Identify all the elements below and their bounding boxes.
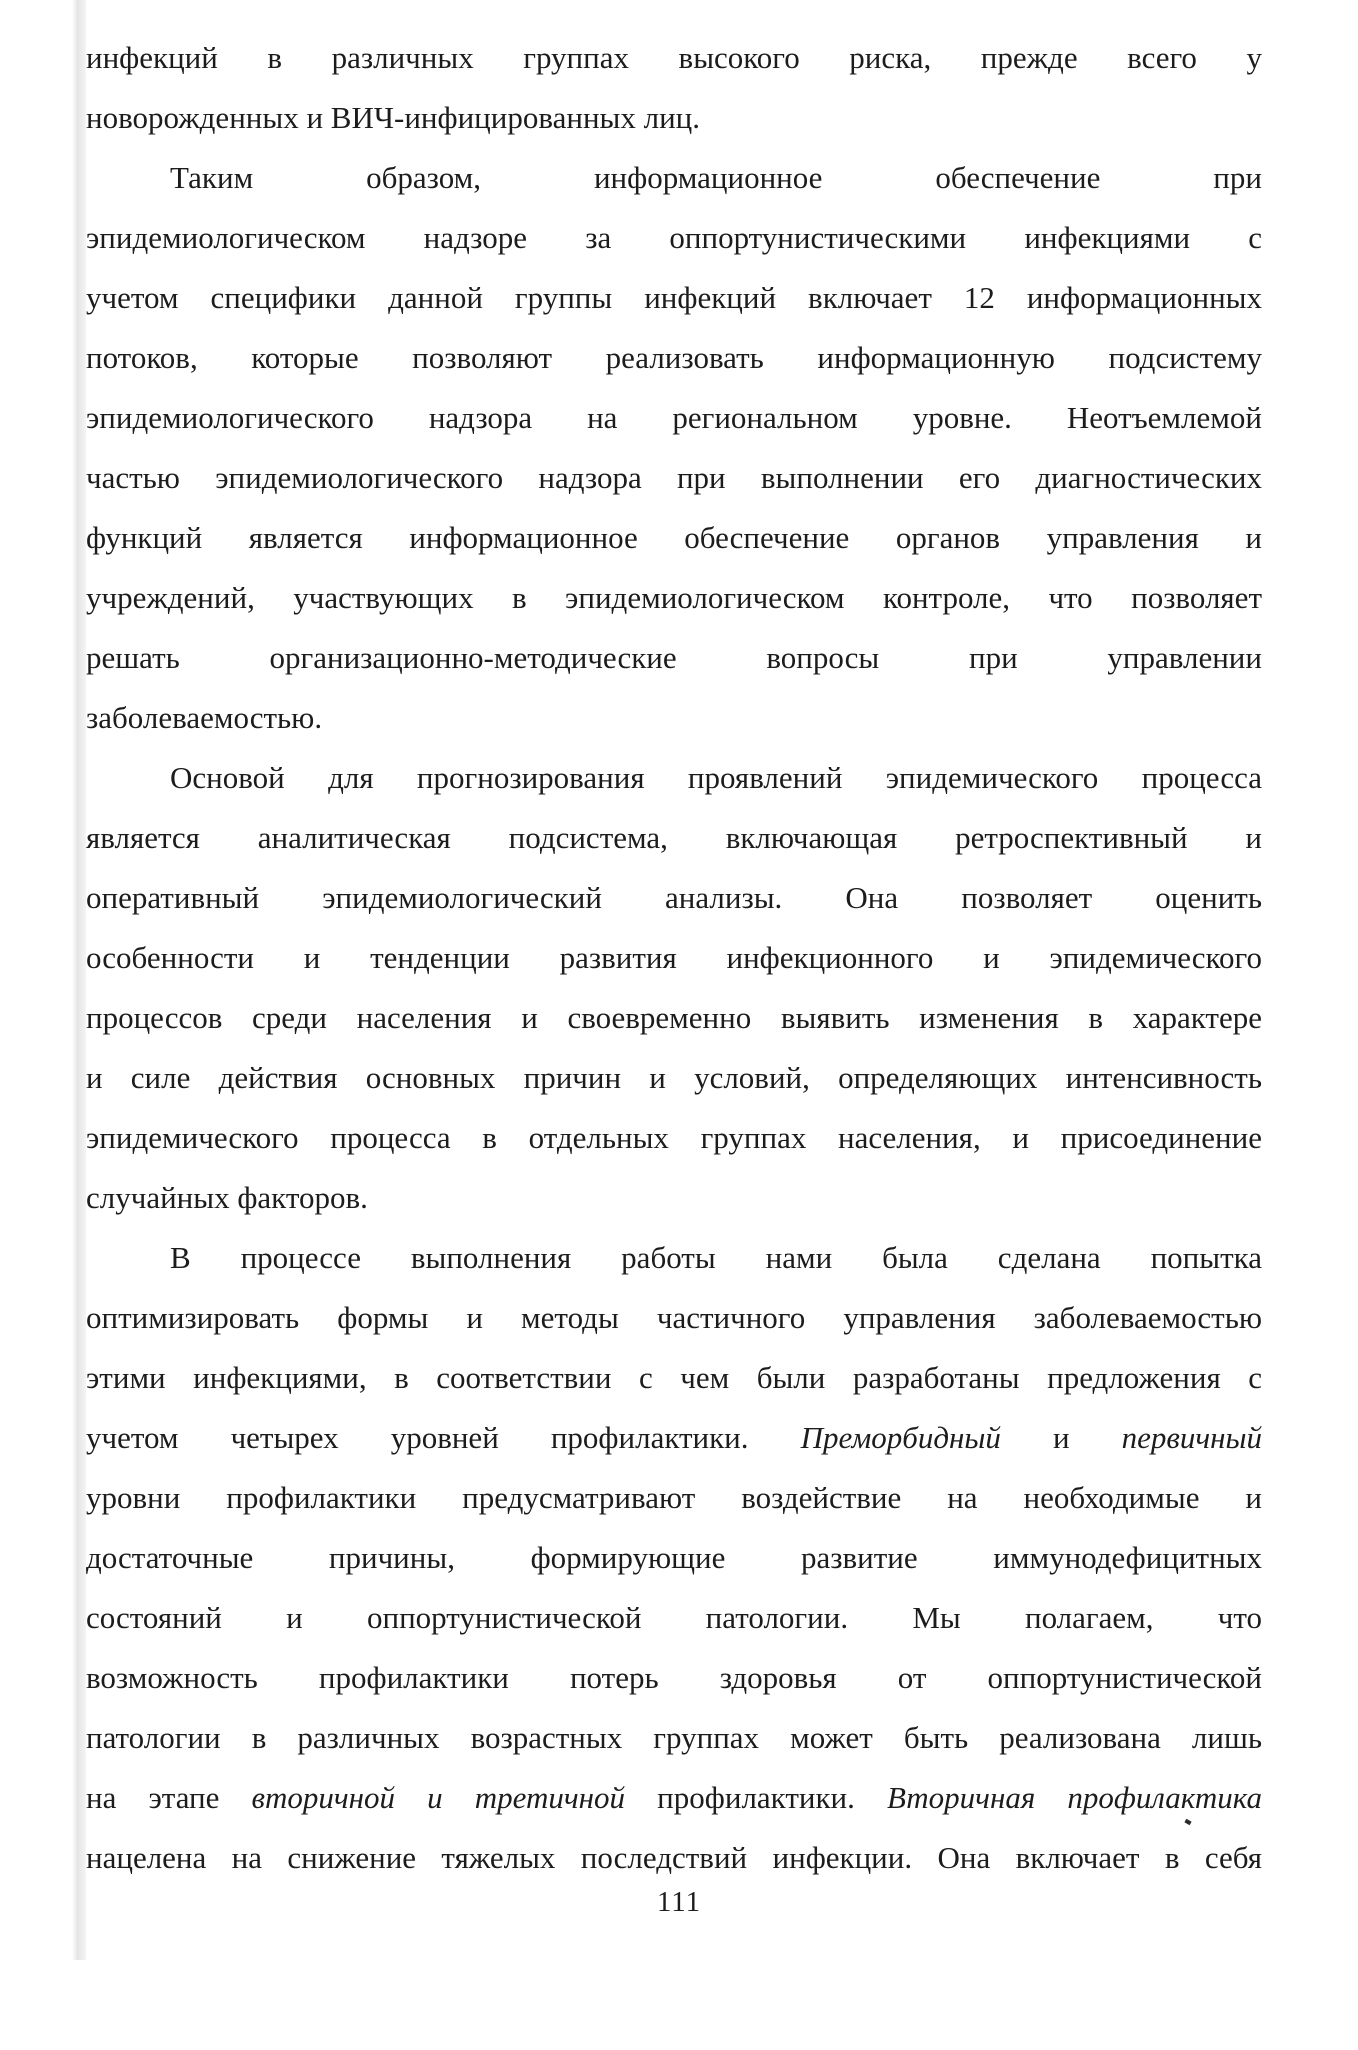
text-run: и — [1000, 1420, 1122, 1455]
italic-term: Вторичная профилактика — [886, 1780, 1262, 1815]
paragraph — [86, 1228, 1262, 1888]
text-line: процессов среди населения и своевременно выявить изменения в характере — [86, 1000, 1262, 1035]
italic-term: вторичной и третичной — [251, 1780, 626, 1815]
text-line: достаточные причины, формирующие развитие иммунодефицитных — [86, 1540, 1262, 1575]
page-number: 111 — [656, 1886, 702, 1918]
text-line: заболеваемостью. — [86, 700, 323, 735]
text-line: оперативный эпидемиологический анализы. Она позволяет оценить — [86, 880, 1262, 915]
document-body — [86, 28, 1262, 1888]
text-line: учетом специфики данной группы инфекций включает 12 информационных — [86, 280, 1262, 315]
text-line: частью эпидемиологического надзора при выполнении его диагностических — [86, 460, 1262, 495]
text-line: потоков, которые позволяют реализовать информационную подсистему — [86, 340, 1262, 375]
text-line: нацелена на снижение тяжелых последствий инфекции. Она включает в себя — [86, 1840, 1262, 1875]
italic-term: Преморбидный — [800, 1420, 1001, 1455]
text-line: патологии в различных возрастных группах может быть реализована лишь — [86, 1720, 1262, 1755]
text-run: учетом четырех уровней профилактики. — [86, 1420, 801, 1455]
paragraph — [86, 28, 1262, 148]
italic-term: первичный — [1121, 1420, 1262, 1455]
text-run: профилактики. — [625, 1780, 887, 1815]
text-line: новорожденных и ВИЧ-инфицированных лиц. — [86, 100, 701, 135]
text-line: этими инфекциями, в соответствии с чем были разработаны предложения с — [86, 1360, 1262, 1395]
paragraph — [86, 148, 1262, 748]
text-line: Основой для прогнозирования проявлений эпидемического процесса — [170, 760, 1262, 795]
text-line: оптимизировать формы и методы частичного управления заболеваемостью — [86, 1300, 1262, 1335]
text-line: эпидемического процесса в отдельных группах населения, и присоединение — [86, 1120, 1262, 1155]
text-line: случайных факторов. — [86, 1180, 368, 1215]
scan-edge-shadow — [72, 0, 86, 1960]
text-line: возможность профилактики потерь здоровья от оппортунистической — [86, 1660, 1262, 1695]
text-line: Таким образом, информационное обеспечение при — [170, 160, 1262, 195]
text-line — [86, 1768, 1262, 1828]
text-line: эпидемиологического надзора на региональном уровне. Неотъемлемой — [86, 400, 1262, 435]
text-line: эпидемиологическом надзоре за оппортунистическими инфекциями с — [86, 220, 1262, 255]
text-line: инфекций в различных группах высокого риска, прежде всего у — [86, 40, 1262, 75]
text-line: учреждений, участвующих в эпидемиологическом контроле, что позволяет — [86, 580, 1262, 615]
text-line: и силе действия основных причин и условий, определяющих интенсивность — [86, 1060, 1262, 1095]
text-line: В процессе выполнения работы нами была сделана попытка — [170, 1240, 1262, 1275]
text-line: особенности и тенденции развития инфекционного и эпидемического — [86, 940, 1262, 975]
text-line: состояний и оппортунистической патологии. Мы полагаем, что — [86, 1600, 1262, 1635]
text-line: функций является информационное обеспечение органов управления и — [86, 520, 1262, 555]
text-line: решать организационно-методические вопросы при управлении — [86, 640, 1262, 675]
text-run: на этапе — [86, 1780, 252, 1815]
text-line: уровни профилактики предусматривают воздействие на необходимые и — [86, 1480, 1262, 1515]
text-line: является аналитическая подсистема, включающая ретроспективный и — [86, 820, 1262, 855]
paragraph — [86, 748, 1262, 1228]
text-line — [86, 1408, 1262, 1468]
